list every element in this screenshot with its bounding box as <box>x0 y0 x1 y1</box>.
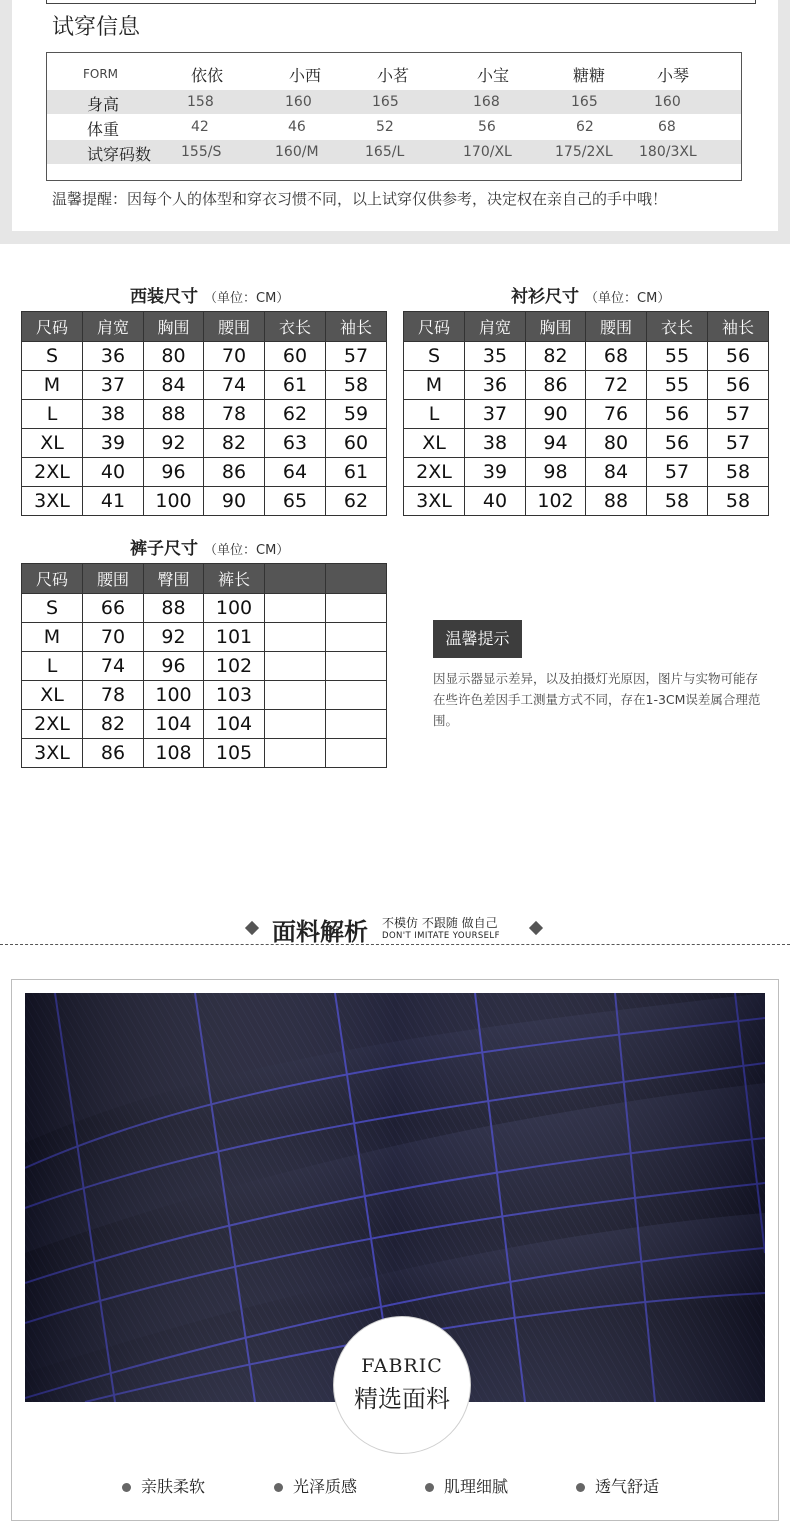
column-header: 腰围 <box>83 564 144 594</box>
table-cell: 86 <box>83 739 144 768</box>
tryon-row-weight <box>47 115 741 139</box>
bullet-icon <box>576 1483 585 1492</box>
column-header: 袖长 <box>326 312 387 342</box>
row-label: 试穿码数 <box>87 145 152 164</box>
table-cell: M <box>404 371 465 400</box>
table-row <box>22 429 387 458</box>
model-name: 小西 <box>289 66 322 85</box>
table-cell: 40 <box>465 487 526 516</box>
model-name: 小茗 <box>377 66 410 85</box>
cell: 165 <box>571 94 598 110</box>
table-row <box>22 458 387 487</box>
form-label: FORM <box>83 67 119 81</box>
column-header: 腰围 <box>204 312 265 342</box>
table-row <box>404 400 769 429</box>
table-row <box>22 342 387 371</box>
column-header: 臀围 <box>144 564 204 594</box>
table-cell: 39 <box>465 458 526 487</box>
table-cell: 56 <box>708 371 769 400</box>
tryon-section <box>0 0 790 244</box>
table-cell: 92 <box>144 623 204 652</box>
table-row <box>22 594 387 623</box>
tryon-row-height <box>47 90 741 114</box>
table-cell: 55 <box>647 342 708 371</box>
fabric-badge-cn: 精选面料 <box>354 1385 450 1413</box>
table-cell: L <box>22 400 83 429</box>
table-cell: 70 <box>83 623 144 652</box>
model-name: 糖糖 <box>573 66 606 85</box>
table-cell: 39 <box>83 429 144 458</box>
column-header: 衣长 <box>647 312 708 342</box>
table-cell <box>326 594 387 623</box>
table-cell: 2XL <box>22 710 83 739</box>
table-cell: 37 <box>465 400 526 429</box>
table-cell: 78 <box>204 400 265 429</box>
table-cell: 74 <box>204 371 265 400</box>
table-cell: 62 <box>265 400 326 429</box>
fabric-title: 面料解析 <box>272 918 368 946</box>
column-header: 尺码 <box>22 312 83 342</box>
table-cell: S <box>404 342 465 371</box>
table-cell: 84 <box>586 458 647 487</box>
column-header: 胸围 <box>144 312 204 342</box>
tip-badge: 温馨提示 <box>433 620 522 658</box>
suit-unit: （单位：CM） <box>204 291 290 306</box>
table-cell: L <box>404 400 465 429</box>
table-cell: 104 <box>144 710 204 739</box>
row-label: 身高 <box>87 95 120 114</box>
table-row <box>404 371 769 400</box>
table-cell <box>326 652 387 681</box>
column-header: 裤长 <box>204 564 265 594</box>
table-row <box>22 371 387 400</box>
table-cell: 100 <box>144 487 204 516</box>
pants-unit: （单位：CM） <box>204 543 290 558</box>
table-cell: 82 <box>204 429 265 458</box>
cell: 68 <box>658 119 676 135</box>
table-cell: S <box>22 342 83 371</box>
table-cell: 36 <box>83 342 144 371</box>
diamond-icon <box>529 921 543 935</box>
table-cell: 66 <box>83 594 144 623</box>
feature-item <box>122 1474 205 1497</box>
feature-label: 光泽质感 <box>293 1477 358 1496</box>
table-row <box>22 710 387 739</box>
table-cell: 98 <box>526 458 586 487</box>
table-cell: 57 <box>708 400 769 429</box>
table-row <box>404 487 769 516</box>
table-cell: 78 <box>83 681 144 710</box>
table-cell: 96 <box>144 458 204 487</box>
table-cell: 68 <box>586 342 647 371</box>
table-cell <box>265 594 326 623</box>
bullet-icon <box>425 1483 434 1492</box>
table-cell: 3XL <box>22 739 83 768</box>
suit-size-table <box>21 311 387 516</box>
feature-item <box>274 1474 357 1497</box>
table-cell: 103 <box>204 681 265 710</box>
cell: 160/M <box>275 144 319 160</box>
column-header: 腰围 <box>586 312 647 342</box>
tryon-header-row <box>47 61 741 85</box>
dashed-divider <box>0 944 790 945</box>
feature-item <box>576 1474 659 1497</box>
shirt-title <box>511 282 670 307</box>
pants-size-table <box>21 563 387 768</box>
diamond-icon <box>245 921 259 935</box>
table-cell <box>326 739 387 768</box>
table-cell: 58 <box>708 487 769 516</box>
table-header-row <box>404 312 769 342</box>
cell: 170/XL <box>463 144 512 160</box>
table-cell: S <box>22 594 83 623</box>
feature-item <box>425 1474 508 1497</box>
cell: 56 <box>478 119 496 135</box>
table-cell: 92 <box>144 429 204 458</box>
table-cell: 84 <box>144 371 204 400</box>
table-cell: 40 <box>83 458 144 487</box>
cell: 165 <box>372 94 399 110</box>
table-cell: 108 <box>144 739 204 768</box>
table-cell: 3XL <box>22 487 83 516</box>
tip-text: 因显示器显示差异，以及拍摄灯光原因，图片与实物可能存在些许色差因手工测量方式不同，存在1-3CM误差属合理范围。 <box>433 671 761 728</box>
table-cell: 90 <box>526 400 586 429</box>
tryon-title: 试穿信息 <box>52 15 141 40</box>
cell: 42 <box>191 119 209 135</box>
column-header: 胸围 <box>526 312 586 342</box>
table-cell: 80 <box>586 429 647 458</box>
cell: 180/3XL <box>639 144 697 160</box>
table-cell: 72 <box>586 371 647 400</box>
table-cell: 56 <box>708 342 769 371</box>
column-header <box>265 564 326 594</box>
table-cell: 58 <box>326 371 387 400</box>
cell: 160 <box>285 94 312 110</box>
tryon-note: 温馨提醒：因每个人的体型和穿衣习惯不同，以上试穿仅供参考，决定权在亲自己的手中哦！ <box>52 190 668 208</box>
table-cell <box>326 623 387 652</box>
table-header-row <box>22 564 387 594</box>
table-row <box>22 623 387 652</box>
table-row <box>22 487 387 516</box>
table-cell: 102 <box>526 487 586 516</box>
feature-label: 亲肤柔软 <box>141 1477 206 1496</box>
table-cell: 65 <box>265 487 326 516</box>
model-name: 依依 <box>191 66 224 85</box>
table-row <box>404 342 769 371</box>
table-cell: 82 <box>526 342 586 371</box>
table-cell: 56 <box>647 400 708 429</box>
table-cell: 58 <box>647 487 708 516</box>
table-row <box>22 681 387 710</box>
table-cell: 36 <box>465 371 526 400</box>
table-cell: 60 <box>265 342 326 371</box>
cell: 175/2XL <box>555 144 613 160</box>
tryon-row-size <box>47 140 741 164</box>
table-cell: 55 <box>647 371 708 400</box>
model-name: 小宝 <box>477 66 510 85</box>
column-header: 衣长 <box>265 312 326 342</box>
table-cell: 80 <box>144 342 204 371</box>
table-cell: M <box>22 371 83 400</box>
table-cell <box>265 681 326 710</box>
table-row <box>404 458 769 487</box>
table-cell: 105 <box>204 739 265 768</box>
table-cell: 70 <box>204 342 265 371</box>
table-cell: 63 <box>265 429 326 458</box>
table-cell: 88 <box>586 487 647 516</box>
table-cell: XL <box>22 681 83 710</box>
table-cell: 90 <box>204 487 265 516</box>
table-row <box>22 739 387 768</box>
table-cell: 88 <box>144 594 204 623</box>
table-cell: 102 <box>204 652 265 681</box>
table-cell: 37 <box>83 371 144 400</box>
fabric-subtitle-cn: 不模仿 不跟随 做自己 <box>382 916 498 930</box>
cell: 168 <box>473 94 500 110</box>
tryon-card <box>12 0 778 231</box>
bullet-icon <box>274 1483 283 1492</box>
cell: 52 <box>376 119 394 135</box>
suit-title-text: 西装尺寸 <box>130 287 198 307</box>
table-cell: 41 <box>83 487 144 516</box>
row-label: 体重 <box>87 120 120 139</box>
feature-label: 肌理细腻 <box>444 1477 509 1496</box>
column-header: 尺码 <box>404 312 465 342</box>
table-cell <box>265 652 326 681</box>
table-row <box>22 400 387 429</box>
fabric-badge <box>333 1316 471 1454</box>
cell: 46 <box>288 119 306 135</box>
cell: 160 <box>654 94 681 110</box>
table-cell <box>326 710 387 739</box>
suit-title <box>130 282 289 307</box>
pants-title-text: 裤子尺寸 <box>130 539 198 559</box>
table-cell: 96 <box>144 652 204 681</box>
shirt-title-text: 衬衫尺寸 <box>511 287 579 307</box>
table-cell: 2XL <box>22 458 83 487</box>
table-cell: L <box>22 652 83 681</box>
cell: 158 <box>187 94 214 110</box>
column-header: 肩宽 <box>465 312 526 342</box>
table-cell <box>265 739 326 768</box>
feature-label: 透气舒适 <box>595 1477 660 1496</box>
table-cell: 60 <box>326 429 387 458</box>
table-cell: XL <box>22 429 83 458</box>
table-cell: 101 <box>204 623 265 652</box>
table-cell: 38 <box>83 400 144 429</box>
tryon-table <box>46 52 742 181</box>
fabric-badge-en: FABRIC <box>361 1355 443 1377</box>
top-divider <box>46 0 756 4</box>
table-cell: 35 <box>465 342 526 371</box>
column-header <box>326 564 387 594</box>
table-cell: 57 <box>326 342 387 371</box>
table-cell: 56 <box>647 429 708 458</box>
table-cell: 86 <box>204 458 265 487</box>
table-cell: 2XL <box>404 458 465 487</box>
table-cell: 100 <box>144 681 204 710</box>
table-cell: 57 <box>708 429 769 458</box>
table-cell: XL <box>404 429 465 458</box>
column-header: 尺码 <box>22 564 83 594</box>
bullet-icon <box>122 1483 131 1492</box>
table-row <box>22 652 387 681</box>
table-cell: 57 <box>647 458 708 487</box>
pants-title <box>130 534 289 559</box>
table-cell: 64 <box>265 458 326 487</box>
table-cell: 3XL <box>404 487 465 516</box>
table-cell: 58 <box>708 458 769 487</box>
table-cell: 86 <box>526 371 586 400</box>
cell: 165/L <box>365 144 405 160</box>
table-cell <box>326 681 387 710</box>
table-cell: 74 <box>83 652 144 681</box>
cell: 62 <box>576 119 594 135</box>
table-cell: 38 <box>465 429 526 458</box>
table-row <box>404 429 769 458</box>
fabric-subtitle-en: DON'T IMITATE YOURSELF <box>382 931 500 941</box>
cell: 155/S <box>181 144 222 160</box>
column-header: 肩宽 <box>83 312 144 342</box>
table-cell <box>265 623 326 652</box>
table-header-row <box>22 312 387 342</box>
table-cell: 59 <box>326 400 387 429</box>
table-cell <box>265 710 326 739</box>
column-header: 袖长 <box>708 312 769 342</box>
table-cell: 61 <box>326 458 387 487</box>
model-name: 小琴 <box>657 66 690 85</box>
table-cell: 62 <box>326 487 387 516</box>
table-cell: 104 <box>204 710 265 739</box>
shirt-unit: （单位：CM） <box>585 291 671 306</box>
table-cell: 61 <box>265 371 326 400</box>
table-cell: 94 <box>526 429 586 458</box>
shirt-size-table <box>403 311 769 516</box>
table-cell: 88 <box>144 400 204 429</box>
table-cell: M <box>22 623 83 652</box>
table-cell: 76 <box>586 400 647 429</box>
table-cell: 82 <box>83 710 144 739</box>
table-cell: 100 <box>204 594 265 623</box>
